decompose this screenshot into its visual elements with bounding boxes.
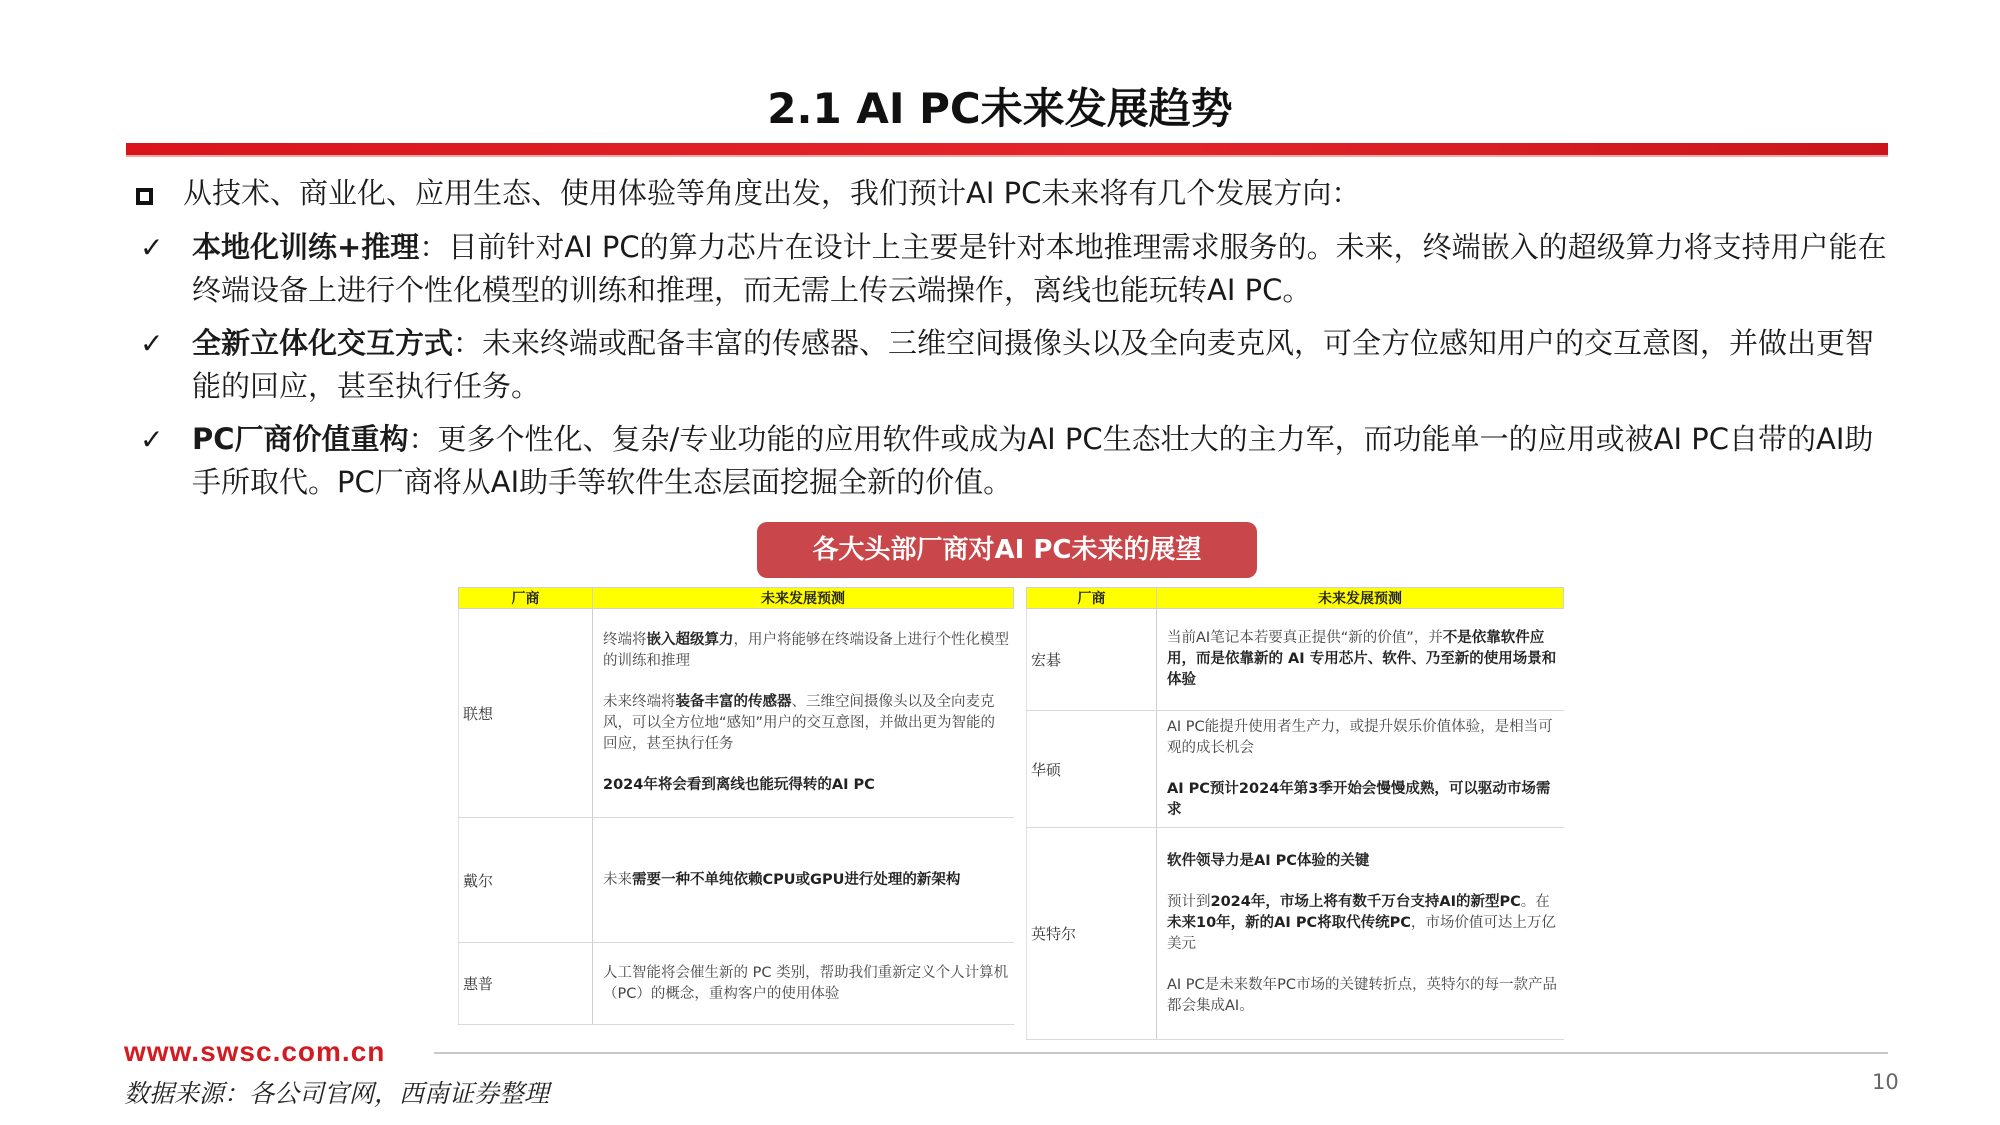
forecast-text: ，市场价值可达上万亿美元 — [1167, 914, 1556, 952]
forecast-cell — [1157, 711, 1564, 828]
bullet-body: ：未来终端或配备丰富的传感器、三维空间摄像头以及全向麦克风，可全方位感知用户的交互意图，并做出更智能的回应，甚至执行任务。 — [192, 326, 1875, 403]
website-url: www.swsc.com.cn — [124, 1036, 386, 1067]
forecast-text: 未来终端将 — [603, 694, 676, 710]
forecast-bold: 2024年，市场上将有数千万台支持AI的新型PC — [1210, 893, 1521, 910]
forecast-bold: 嵌入超级算力 — [646, 632, 734, 648]
table-row — [459, 818, 1014, 943]
bullet-body: ：目前针对AI PC的算力芯片在设计上主要是针对本地推理需求服务的。未来，终端嵌入的超级算力将支持用户能在终端设备上进行个性化模型的训练和推理，而无需上传云端操作，离线也能玩转AI PC。 — [192, 230, 1887, 307]
forecast-cell — [1157, 609, 1564, 711]
vendor-table-left — [458, 587, 1014, 1025]
vendor-table-right — [1026, 587, 1564, 1040]
vendor-name: 联想 — [459, 609, 593, 818]
forecast-text: 。在 — [1520, 893, 1550, 910]
table-row — [459, 609, 1014, 818]
forecast-bold: 需要一种不单纯依赖CPU或GPU进行处理的新架构 — [632, 871, 961, 888]
forecast-cell — [1157, 828, 1564, 1040]
table-title-pill: 各大头部厂商对AI PC未来的展望 — [757, 522, 1257, 578]
table-row — [1027, 828, 1564, 1040]
forecast-text: 、三维空间摄像头以及全向麦克风，可以全方位地“感知”用户的交互意图，并做出更为智能的回应，甚至执行任务 — [603, 694, 996, 752]
column-header-forecast: 未来发展预测 — [1157, 588, 1564, 609]
footer-divider — [434, 1052, 1888, 1054]
data-source-note: 数据来源：各公司官网，西南证券整理 — [124, 1079, 550, 1108]
bullet-interaction — [140, 322, 1890, 408]
forecast-bold: 2024年将会看到离线也能玩得转的AI PC — [603, 777, 875, 793]
bullet-pc-vendor-value — [140, 418, 1890, 504]
forecast-cell — [593, 609, 1014, 818]
forecast-text: 人工智能将会催生新的 PC 类别，帮助我们重新定义个人计算机（PC）的概念，重构客户的使用体验 — [603, 964, 1009, 1002]
page-number: 10 — [1872, 1070, 1899, 1094]
forecast-cell — [593, 818, 1014, 943]
vendor-name: 华硕 — [1027, 711, 1157, 828]
checkmark-icon: ✓ — [140, 327, 164, 360]
table-row — [1027, 711, 1564, 828]
forecast-text: 未来 — [603, 871, 632, 888]
bullet-heading: PC厂商价值重构 — [192, 422, 409, 456]
table-row — [1027, 609, 1564, 711]
forecast-bold: AI PC预计2024年第3季开始会慢慢成熟，可以驱动市场需求 — [1167, 781, 1551, 818]
title-underline-bar — [126, 143, 1888, 155]
bullet-local-training — [140, 226, 1890, 312]
checkmark-icon: ✓ — [140, 423, 164, 456]
table-row — [459, 943, 1014, 1025]
forecast-text: AI PC能提升使用者生产力，或提升娱乐价值体验，是相当可观的成长机会 — [1167, 719, 1553, 756]
forecast-bold: 未来10年，新的AI PC将取代传统PC — [1167, 914, 1411, 931]
intro-line — [136, 172, 1896, 214]
forecast-cell — [593, 943, 1014, 1025]
bullet-heading: 本地化训练+推理 — [192, 230, 420, 264]
vendor-name: 宏碁 — [1027, 609, 1157, 711]
forecast-bold: 软件领导力是AI PC体验的关键 — [1167, 852, 1370, 869]
forecast-bold: 不是依靠软件应用，而是依靠新的 AI 专用芯片、软件、乃至新的使用场景和体验 — [1167, 630, 1557, 688]
forecast-text: AI PC是未来数年PC市场的关键转折点，英特尔的每一款产品都会集成AI。 — [1167, 976, 1558, 1014]
bullet-heading: 全新立体化交互方式 — [192, 326, 454, 360]
forecast-text: ，用户将能够在终端设备上进行个性化模型的训练和推理 — [603, 632, 1009, 669]
vendor-name: 惠普 — [459, 943, 593, 1025]
vendor-name: 戴尔 — [459, 818, 593, 943]
forecast-text: 预计到 — [1167, 893, 1211, 910]
column-header-vendor: 厂商 — [1027, 588, 1157, 609]
column-header-forecast: 未来发展预测 — [593, 588, 1014, 609]
title-underline-shadow — [126, 155, 1888, 157]
column-header-vendor: 厂商 — [459, 588, 593, 609]
intro-text: 从技术、商业化、应用生态、使用体验等角度出发，我们预计AI PC未来将有几个发展方向： — [183, 176, 1361, 210]
checkmark-icon: ✓ — [140, 231, 164, 264]
square-bullet-icon — [136, 188, 153, 205]
forecast-text: 终端将 — [603, 632, 647, 648]
bullet-body: ：更多个性化、复杂/专业功能的应用软件或成为AI PC生态壮大的主力军，而功能单一的应用或被AI PC自带的AI助手所取代。PC厂商将从AI助手等软件生态层面挖掘全新的价值。 — [192, 422, 1874, 499]
page-title: 2.1 AI PC未来发展趋势 — [767, 84, 1233, 133]
forecast-text: 当前AI笔记本若要真正提供“新的价值”，并 — [1167, 630, 1443, 646]
forecast-bold: 装备丰富的传感器 — [675, 694, 792, 710]
vendor-name: 英特尔 — [1027, 828, 1157, 1040]
